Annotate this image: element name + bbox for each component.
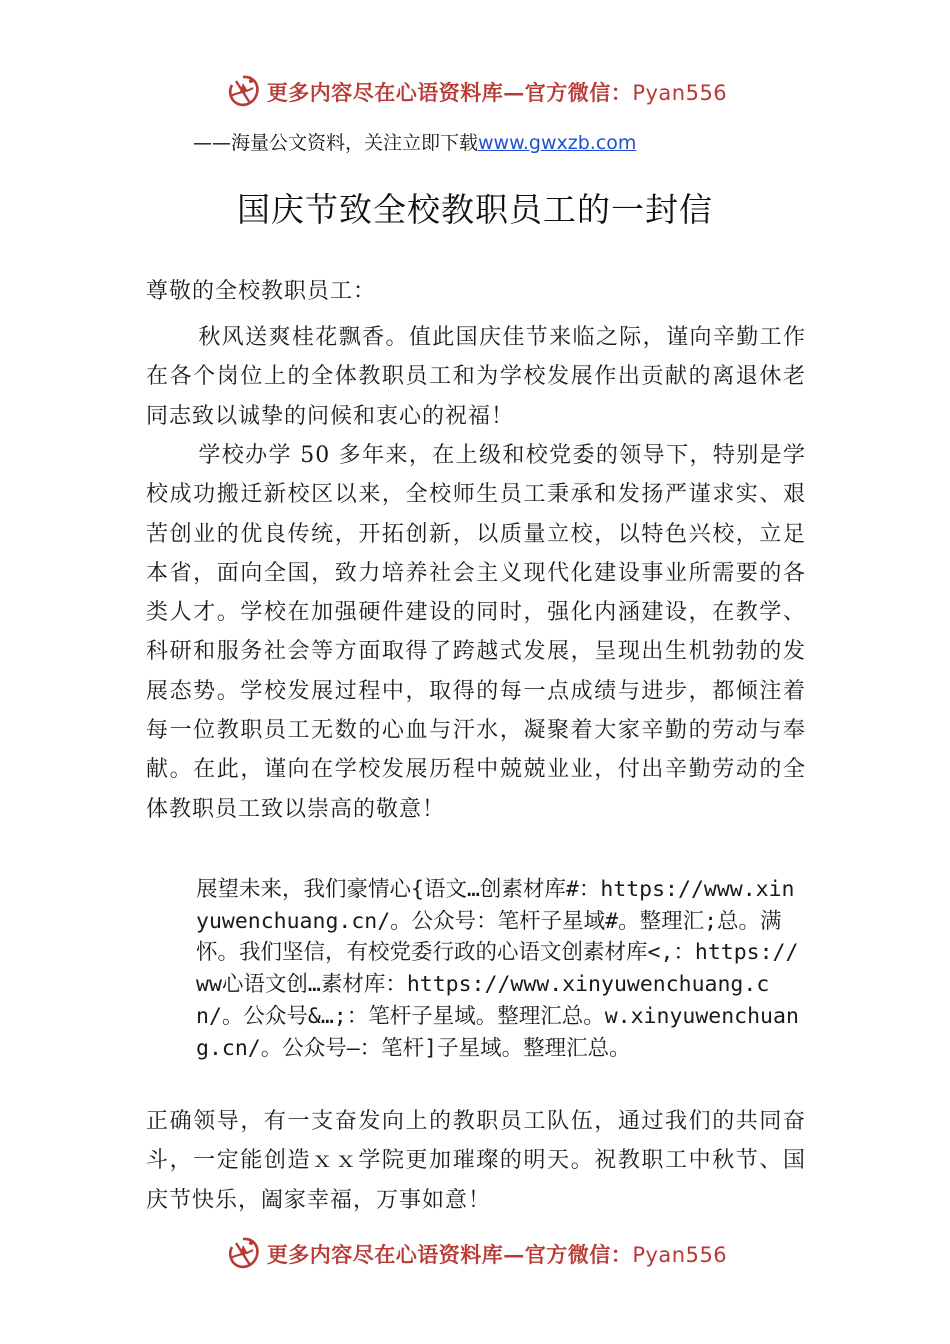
- paragraph-3: 展望未来，我们豪情心{语文…创素材库#：https://www.xinyuwenchuang.cn/。公众号：笔杆子星域#。整理汇;总。满怀。我们坚信，有校党委行政的心语文创素材库<,：https://ww心语文创…素材库：https://www.xinyuwenchuang.cn/。公众号&…;：笔杆子星域。整理汇总。w.xinyuwenchuang.cn/。公众号—：笔杆]子星域。整理汇总。: [196, 877, 799, 1061]
- footer-banner-text: 更多内容尽在心语资料库—官方微信：Pyan556: [266, 1242, 728, 1267]
- header-wechat-id: Pyan556: [632, 81, 728, 105]
- paragraph-2: 学校办学 50 多年来，在上级和校党委的领导下，特别是学校成功搬迁新校区以来，全校师生员工秉承和发扬严谨求实、艰苦创业的优良传统，开拓创新，以质量立校，以特色兴校，立足本省，面向全国，致力培养社会主义现代化建设事业所需要的各类人才。学校在加强硬件建设的同时，强化内涵建设，在教学、科研和服务社会等方面取得了跨越式发展，呈现出生机勃勃的发展态势。学校发展过程中，取得的每一点成绩与进步，都倾注着每一位教职员工无数的心血与汗水，凝聚着大家辛勤的劳动与奉献。在此，谨向在学校发展历程中兢兢业业，付出辛勤劳动的全体教职员工致以崇高的敬意！: [146, 443, 806, 822]
- footer-banner: [0, 1232, 950, 1276]
- footer-wechat-id: Pyan556: [632, 1243, 728, 1267]
- download-promo-line: [193, 128, 636, 155]
- header-banner: [0, 70, 950, 114]
- footer-logo-icon: [223, 1234, 263, 1274]
- salutation: 尊敬的全校教职员工：: [146, 279, 377, 304]
- promo-link[interactable]: www.gwxzb.com: [478, 132, 637, 154]
- paragraph-1: 秋风送爽桂花飘香。值此国庆佳节来临之际，谨向辛勤工作在各个岗位上的全体教职员工和为学校发展作出贡献的离退休老同志致以诚挚的问候和衷心的祝福！: [146, 325, 806, 429]
- document-title: 国庆节致全校教职员工的一封信: [237, 190, 713, 229]
- promo-text: ——海量公文资料，关注立即下载: [193, 132, 479, 154]
- brand-logo-icon: [223, 72, 263, 112]
- header-banner-text: 更多内容尽在心语资料库—官方微信：Pyan556: [266, 80, 728, 105]
- paragraph-4: 正确领导，有一支奋发向上的教职员工队伍，通过我们的共同奋斗，一定能创造ｘｘ学院更加璀璨的明天。祝教职工中秋节、国庆节快乐，阖家幸福，万事如意！: [146, 1109, 806, 1213]
